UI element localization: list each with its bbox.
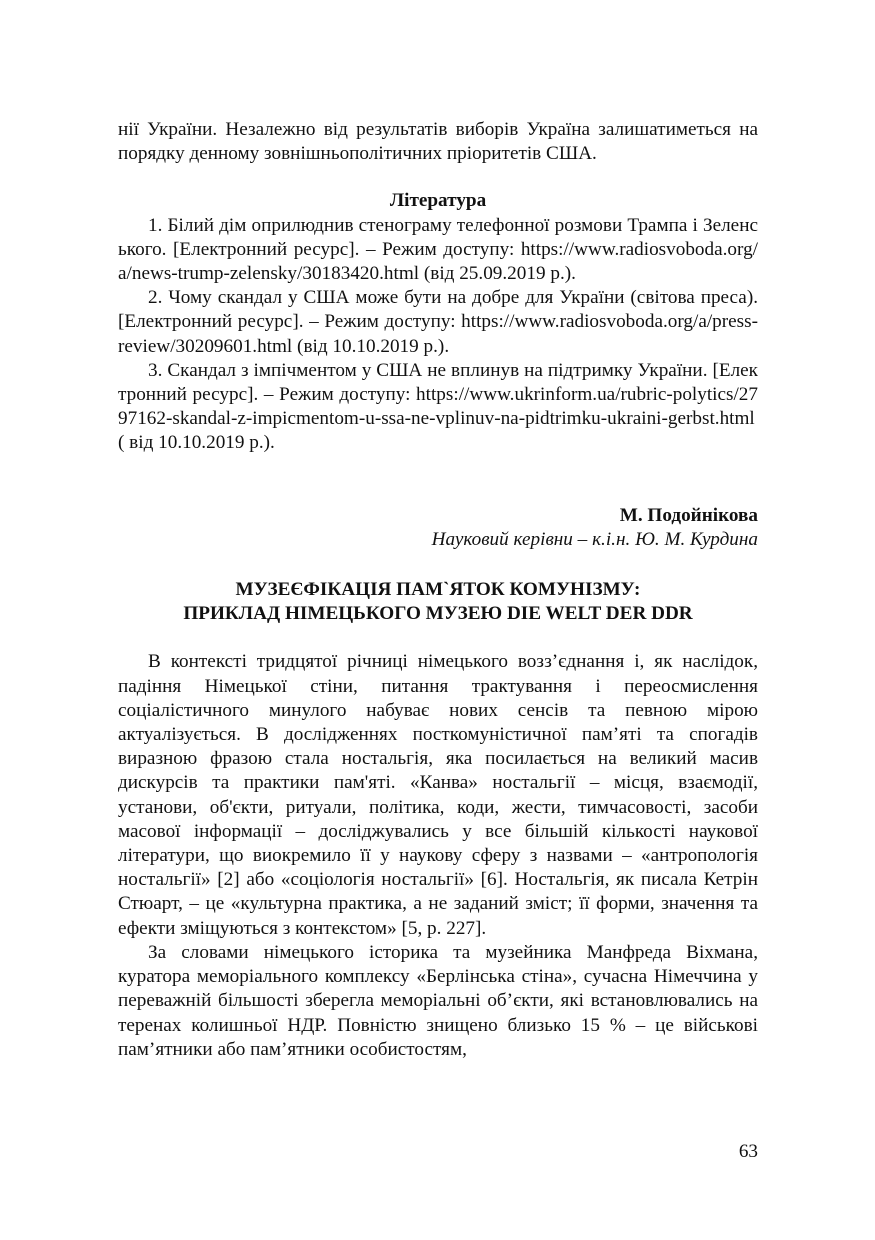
article-title-line1: МУЗЕЄФІКАЦІЯ ПАМ`ЯТОК КОМУНІЗМУ: — [235, 579, 641, 601]
scientific-advisor: Науковий керівни – к.і.н. Ю. М. Курдина — [431, 528, 758, 550]
reference-number: 1. — [148, 214, 163, 236]
document-page — [118, 118, 758, 1062]
reference-text: Білий дім оприлюднив стенограму телефонної розмови Трампа і Зеленського. [Електронний ресурс]. – Режим доступу: https://www.radiosvoboda.org/a/news-trump-zelensky/30183420.html (від 25.09.2019 р.). — [118, 214, 758, 285]
article-title-line2: ПРИКЛАД НІМЕЦЬКОГО МУЗЕЮ DIE WELT DER DDR — [183, 603, 693, 625]
reference-text: Чому скандал у США може бути на добре для України (світова преса). [Електронний ресурс]. – Режим доступу: https://www.radiosvoboda.org/a/press-review/30209601.html (від 10.10.2019 р.). — [118, 287, 759, 357]
reference-text: Скандал з імпічментом у США не вплинув на підтримку України. [Електронний ресурс]. – Режим доступу: https://www.ukrinform.ua/rubric-polytics/2797162-skandal-z-impicmentom-u-ssa-ne-vplinuv-na-pidtrimku-ukraini-gerbst.html ( від 10.10.2019 р.). — [118, 359, 758, 454]
page-number: 63 — [738, 1141, 758, 1162]
body-paragraph: За словами німецького історика та музейника Манфреда Віхмана, куратора меморіального комплексу «Берлінська стіна», сучасна Німеччина у переважній більшості зберегла меморіальні об’єкти, які встановлювались на теренах колишньої НДР. Повністю знищено близько 15 % – це військові пам’ятники або пам’ятники особистостям, — [118, 941, 758, 1060]
body-paragraph: В контексті тридцятої річниці німецького возз’єднання і, як наслідок, падіння Німецької стіни, питання трактування і переосмислення соціалістичного минулого набуває нових сенсів та певною мірою актуалізується. В дослідженнях посткомуністичної пам’яті та спогадів виразною фразою стала ностальгія, яка посилається на великий масив дискурсів та практики пам'яті. «Канва» ностальгії – місця, взаємодії, установи, об'єкти, ритуали, політика, коди, жести, тимчасовості, засоби масової інформації – досліджувались у все більшій кількості наукової літератури, що виокремило її у наукову сферу з назвами – «антропологія ностальгії» [2] або «соціологія ностальгії» [6]. Ностальгія, як писала Кетрін Стюарт, – це «культурна практика, а не заданий зміст; її форми, значення та ефекти зміщуються з контекстом» [5, p. 227]. — [118, 651, 758, 939]
reference-item — [118, 214, 758, 287]
author-name: М. Подойнікова — [619, 504, 758, 526]
intro-paragraph: нії України. Незалежно від результатів виборів Україна залишатиметься на порядку денному зовнішньополітичних пріоритетів США. — [118, 119, 758, 165]
article-title — [118, 578, 758, 626]
reference-item — [118, 286, 758, 359]
reference-number: 3. — [148, 359, 163, 381]
reference-number: 2. — [148, 287, 163, 309]
literature-heading: Література — [389, 190, 487, 212]
reference-item — [118, 359, 758, 456]
